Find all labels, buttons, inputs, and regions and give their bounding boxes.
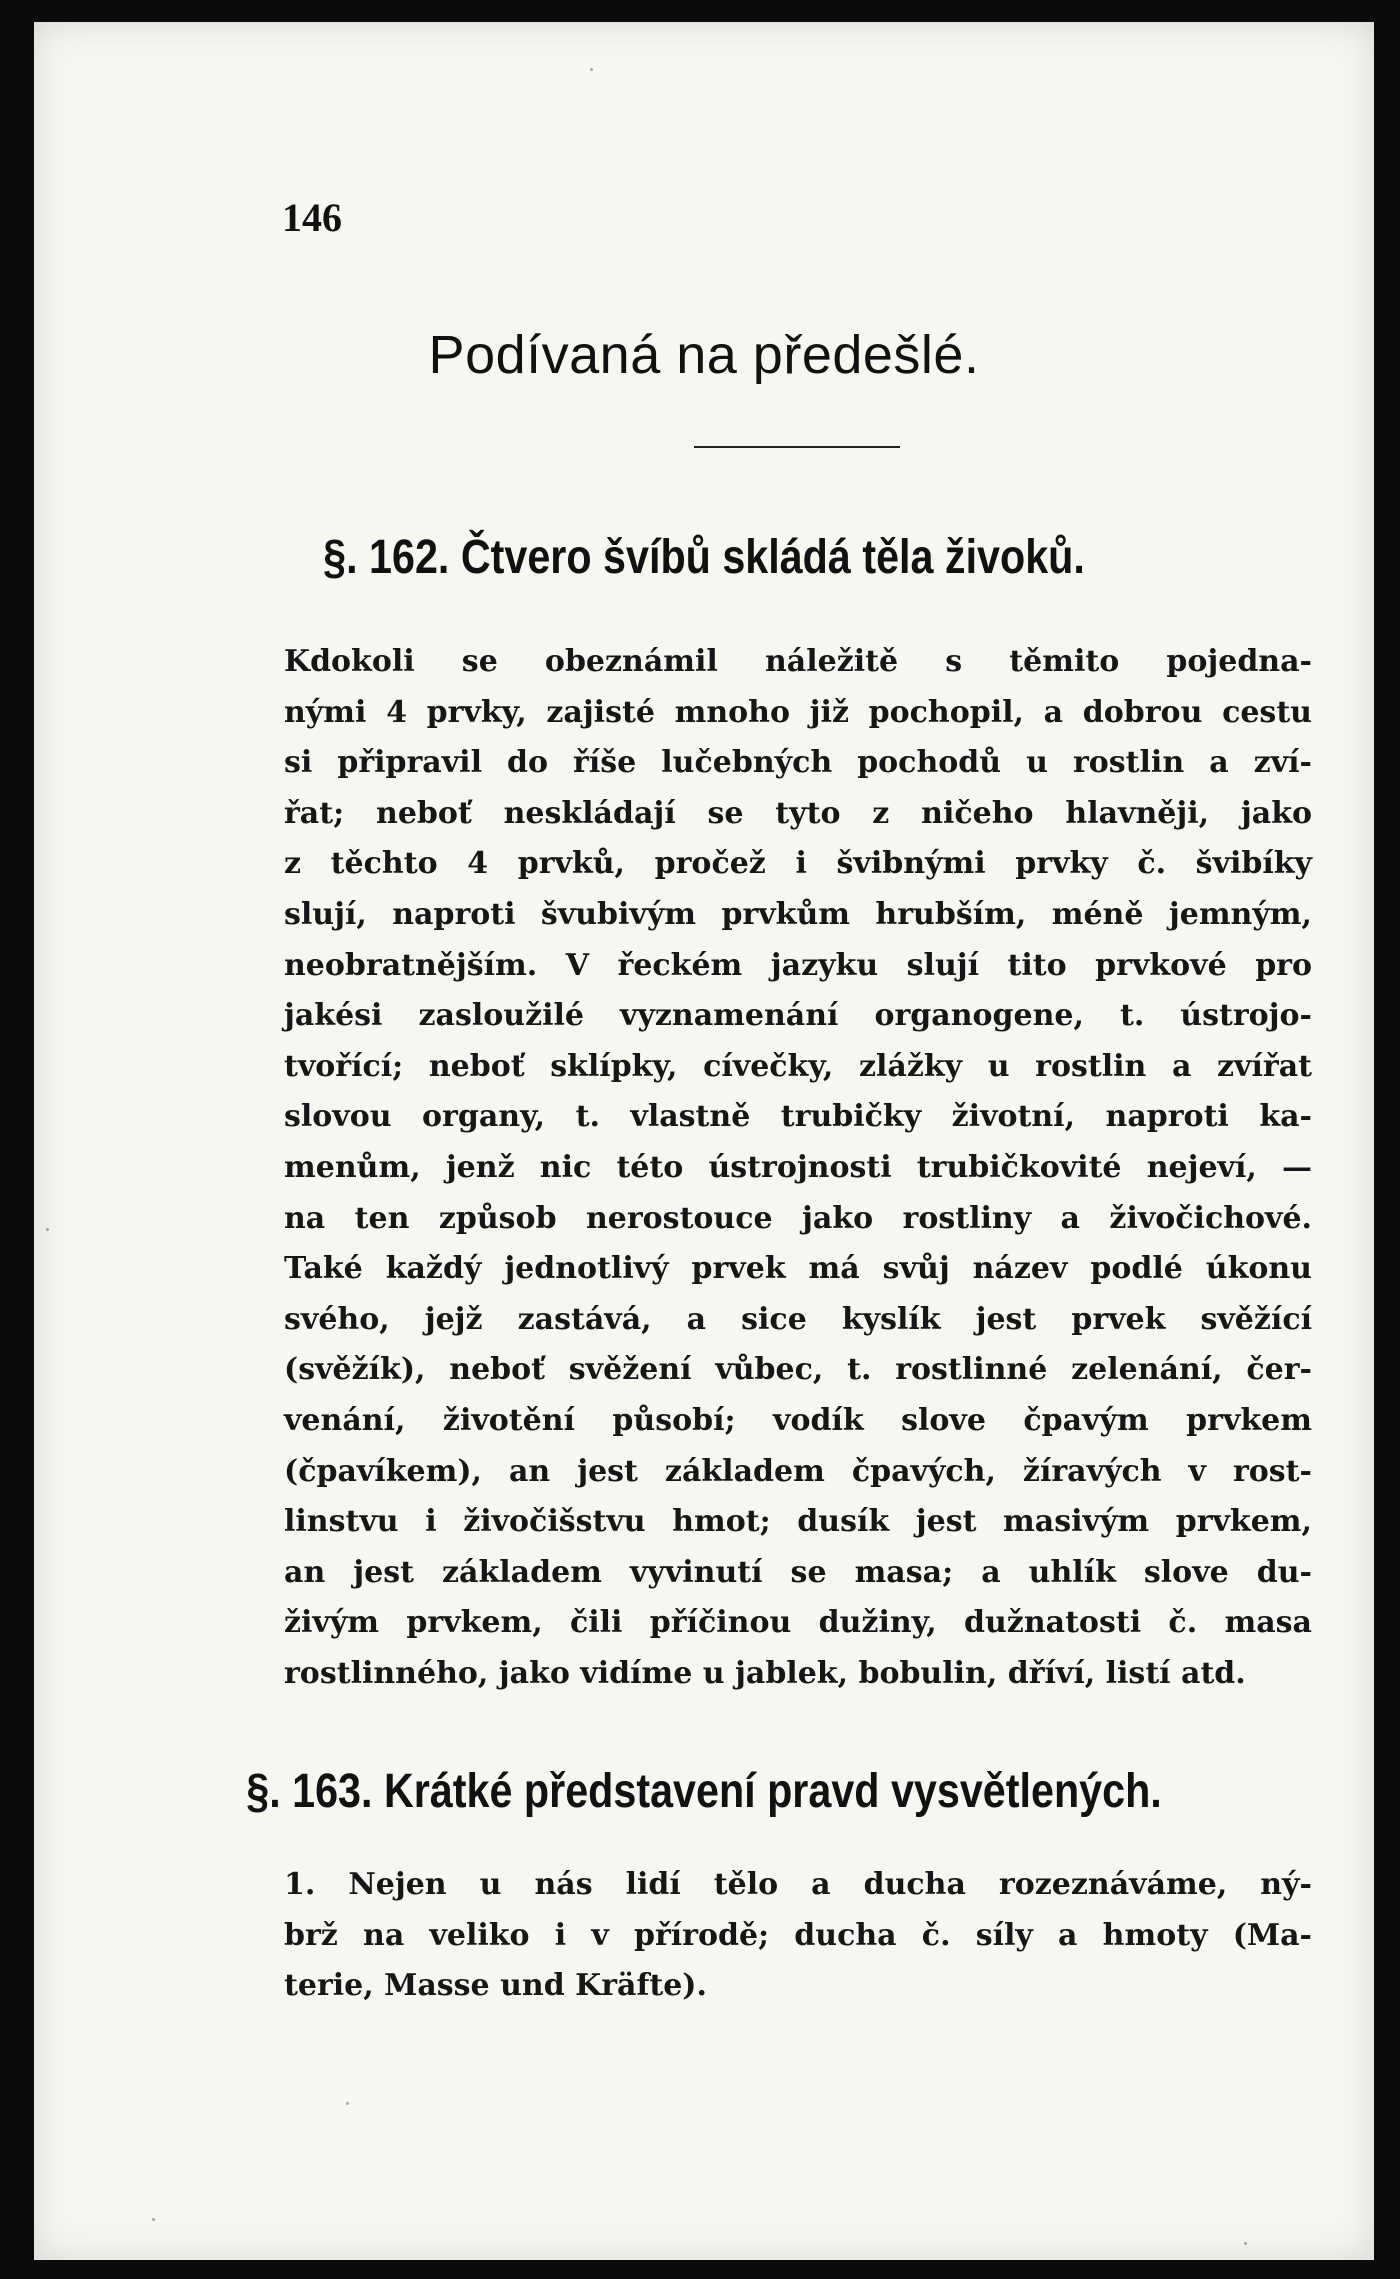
- text-line: (čpavíkem), an jest základem čpavých, žíravých v rost-: [284, 1453, 1312, 1489]
- text-line: terie, Masse und Kräfte).: [284, 1968, 707, 2004]
- text-line: svého, jejž zastává, a sice kyslík jest prvek svěžící: [284, 1301, 1312, 1337]
- text-line: (svěžík), neboť svěžení vůbec, t. rostlinné zelenání, čer-: [284, 1352, 1312, 1388]
- text-line: menům, jenž nic této ústrojnosti trubičkovité nejeví, —: [284, 1149, 1312, 1185]
- text-line: an jest základem vyvinutí se masa; a uhlík slove du-: [284, 1554, 1312, 1590]
- text-line: Kdokoli se obeznámil náležitě s těmito pojedna-: [284, 644, 1312, 679]
- text-line: neobratnějším. V řeckém jazyku slují tito prvkové pro: [284, 947, 1312, 983]
- page-number: 146: [282, 195, 342, 240]
- title-divider: [694, 446, 900, 448]
- text-line: nými 4 prvky, zajisté mnoho již pochopil, a dobrou cestu: [284, 694, 1312, 730]
- section-162-heading: §. 162. Čtvero švíbů skládá těla živoků.: [323, 531, 1085, 584]
- text-line: linstvu i živočišstvu hmot; dusík jest masivým prvkem,: [284, 1504, 1312, 1540]
- text-line: brž na veliko i v přírodě; ducha č. síly a hmoty (Ma-: [284, 1917, 1312, 1953]
- text-line: na ten způsob nerostouce jako rostliny a živočichové.: [284, 1200, 1312, 1236]
- text-line: venání, životění působí; vodík slove čpavým prvkem: [284, 1402, 1312, 1438]
- section-162-paragraph: [284, 637, 1312, 1699]
- section-163-heading: §. 163. Krátké představení pravd vysvětlených.: [246, 1765, 1162, 1818]
- text-line: rostlinného, jako vidíme u jablek, bobulin, dříví, listí atd.: [284, 1655, 1246, 1691]
- text-line: tvořící; neboť sklípky, cívečky, zlážky u rostlin a zvířat: [284, 1048, 1312, 1084]
- text-line: si připravil do říše lučebných pochodů u rostlin a zví-: [284, 745, 1312, 781]
- text-line: 1. Nejen u nás lidí tělo a ducha rozeznáváme, ný-: [284, 1867, 1312, 1902]
- text-line: slují, naproti švubivým prvkům hrubším, méně jemným,: [284, 896, 1312, 932]
- section-163-paragraph: [284, 1860, 1312, 2012]
- text-line: jakési zasloužilé vyznamenání organogene, t. ústrojo-: [284, 998, 1312, 1034]
- text-line: z těchto 4 prvků, pročež i švibnými prvky č. švibíky: [284, 846, 1312, 882]
- text-line: Také každý jednotlivý prvek má svůj název podlé úkonu: [284, 1251, 1312, 1287]
- text-line: řat; neboť neskládají se tyto z ničeho hlavněji, jako: [284, 795, 1312, 831]
- text-line: slovou organy, t. vlastně trubičky životní, naproti ka-: [284, 1099, 1312, 1135]
- book-page: [34, 22, 1374, 2260]
- chapter-title: Podívaná na předešlé.: [428, 325, 980, 385]
- text-line: živým prvkem, čili příčinou dužiny, dužnatosti č. masa: [284, 1605, 1312, 1641]
